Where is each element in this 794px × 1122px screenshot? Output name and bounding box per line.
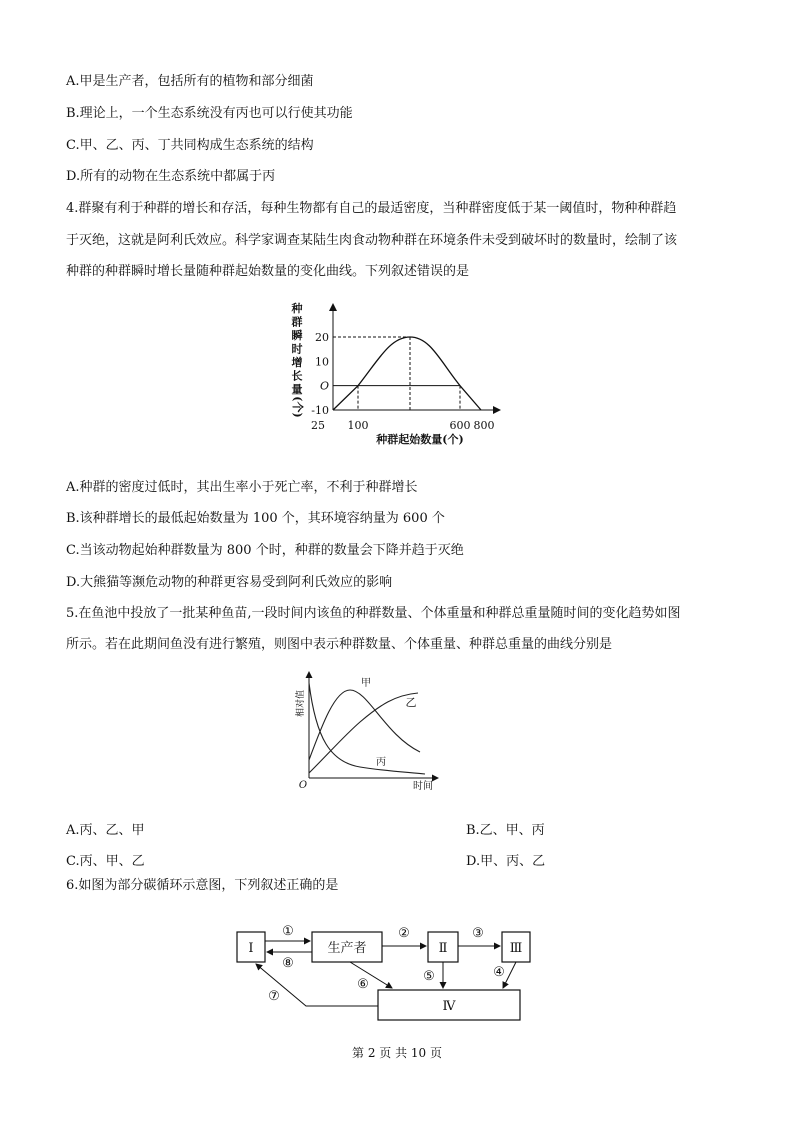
q4-option-d: D.大熊猫等濒危动物的种群更容易受到阿利氏效应的影响	[66, 575, 393, 590]
chart1-y-axis-label	[291, 301, 306, 418]
chart1-x-tick-label: 100	[347, 419, 369, 432]
q3-option-a: A.甲是生产者，包括所有的植物和部分细菌	[66, 74, 314, 89]
chart1-x-tick-label: 800	[473, 419, 495, 432]
q5-option-c: C.丙、甲、乙	[66, 854, 145, 869]
page-footer: 第 2 页 共 10 页	[352, 1046, 442, 1060]
chart1-y-label-char: (个)	[291, 396, 304, 418]
chart1-y-label-char: 瞬	[291, 329, 303, 342]
carbon-cycle-diagram	[225, 915, 535, 1030]
chart1-y-tick-label: -10	[311, 404, 329, 417]
chart1-y-label-char: 增	[291, 356, 303, 369]
chart1-y-tick-label: O	[319, 379, 329, 393]
label-5: ⑤	[423, 969, 435, 984]
fish-trend-chart	[290, 665, 450, 795]
label-2: ②	[398, 926, 410, 941]
label-4: ④	[493, 965, 505, 980]
label-3: ③	[472, 926, 484, 941]
q3-option-d: D.所有的动物在生态系统中都属于丙	[66, 169, 276, 184]
chart2-origin-label: O	[298, 780, 308, 791]
chart1-y-label-char: 长	[291, 369, 303, 383]
allee-effect-chart	[280, 290, 520, 455]
label-6: ⑥	[357, 977, 369, 992]
chart1-y-tick-label: 20	[315, 331, 329, 344]
node-box-4-label: Ⅳ	[442, 999, 456, 1014]
series-yi-label: 乙	[405, 696, 417, 709]
chart1-y-label-char: 种	[291, 302, 303, 315]
q5-option-b: B.乙、甲、丙	[466, 823, 545, 838]
q5-stem-line-2: 所示。若在此期间鱼没有进行繁殖，则图中表示种群数量、个体重量、种群总重量的曲线分别是	[66, 637, 613, 652]
chart1-x-axis-label: 种群起始数量(个)	[376, 433, 464, 446]
q4-stem-line-3: 种群的种群瞬时增长量随种群起始数量的变化曲线。下列叙述错误的是	[66, 264, 470, 279]
chart1-growth-curve	[333, 337, 481, 410]
label-1: ①	[282, 924, 294, 939]
chart1-y-label-char: 群	[291, 315, 303, 329]
node-box-2-label: Ⅱ	[438, 941, 448, 956]
q5-option-d: D.甲、丙、乙	[466, 854, 546, 869]
q4-option-c: C.当该动物起始种群数量为 800 个时，种群的数量会下降并趋于灭绝	[66, 543, 464, 558]
chart1-y-label-char: 量	[291, 383, 303, 396]
producer-label: 生产者	[327, 941, 367, 956]
q4-stem-line-2: 于灭绝，这就是阿利氏效应。科学家调查某陆生肉食动物种群在环境条件未受到破坏时的数量时，绘制了该	[66, 233, 678, 248]
chart1-x-tick-label: 25	[311, 419, 325, 432]
series-jia-curve	[309, 690, 420, 760]
label-8: ⑧	[282, 956, 294, 971]
chart1-y-tick-label: 10	[315, 355, 329, 369]
node-box-3-label: Ⅲ	[509, 941, 523, 956]
series-jia-label: 甲	[361, 678, 371, 689]
label-7: ⑦	[268, 989, 280, 1004]
series-yi-curve	[309, 693, 418, 773]
q5-option-a: A.丙、乙、甲	[66, 823, 145, 838]
chart1-y-label-char: 时	[291, 342, 303, 356]
q3-option-c: C.甲、乙、丙、丁共同构成生态系统的结构	[66, 138, 314, 153]
q5-stem-line-1: 5.在鱼池中投放了一批某种鱼苗,一段时间内该鱼的种群数量、个体重量和种群总重量随时间的变化趋势如图	[66, 606, 681, 621]
node-box-1-label: Ⅰ	[248, 941, 254, 956]
arrow-4	[503, 962, 516, 988]
chart2-x-axis-label: 时间	[413, 781, 433, 792]
q4-stem-line-1: 4.群聚有利于种群的增长和存活，每种生物都有自己的最适密度，当种群密度低于某一阈值时，物种种群趋	[66, 201, 677, 216]
q6-stem: 6.如图为部分碳循环示意图，下列叙述正确的是	[66, 878, 339, 893]
chart1-x-tick-label: 600	[449, 419, 471, 432]
q4-option-a: A.种群的密度过低时，其出生率小于死亡率，不利于种群增长	[66, 480, 418, 495]
chart2-y-axis-label: 相对值	[296, 690, 306, 718]
q4-option-b: B.该种群增长的最低起始数量为 100 个，其环境容纳量为 600 个	[66, 511, 445, 526]
q3-option-b: B.理论上，一个生态系统没有丙也可以行使其功能	[66, 106, 353, 121]
series-bing-label: 丙	[376, 757, 386, 768]
